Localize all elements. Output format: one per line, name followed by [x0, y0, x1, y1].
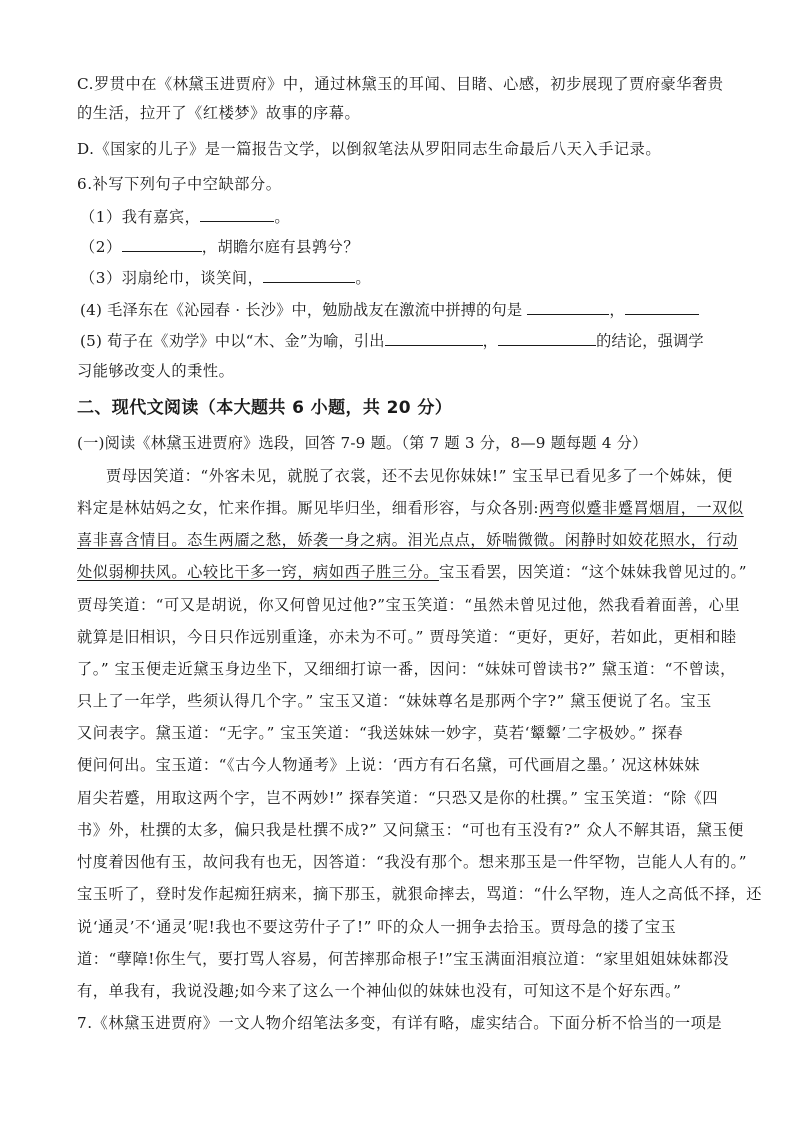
passage-line-11: 眉尖若蹙，用取这两个字，岂不两妙!” 探春笑道：“只恐又是你的杜撰。” 宝玉笑道：“除《四 — [77, 789, 719, 807]
passage-line-13: 忖度着因他有玉，故问我有也无，因答道：“我没有那个。想来那玉是一件罕物，岂能人人有的。” — [77, 853, 748, 871]
passage-line-12: 书》外，杜撰的太多，偏只我是杜撰不成?” 又问黛玉：“可也有玉没有?” 众人不解其语，黛玉便 — [77, 821, 744, 839]
question-7-stem: 7.《林黛玉进贾府》一文人物介绍笔法多变，有详有略，虚实结合。下面分析不恰当的一项是 — [77, 1014, 723, 1032]
item-5-suffix: 的结论，强调学 — [596, 332, 704, 350]
answer-blank-5a[interactable] — [385, 330, 483, 346]
item-1-prefix: （1）我有嘉宾， — [80, 208, 201, 226]
passage-line-8: 只上了一年学，些须认得几个字。” 宝玉又道：“妹妹尊名是那两个字?” 黛玉便说了名。宝玉 — [77, 692, 712, 710]
passage-line-9: 又问表字。黛玉道：“无字。” 宝玉笑道：“我送妹妹一妙字，莫若‘颦颦’二字极妙。” 探春 — [77, 724, 684, 742]
passage-line-7: 了。” 宝玉便走近黛玉身边坐下，又细细打谅一番，因问：“妹妹可曾读书?” 黛玉道：“不曾读， — [77, 660, 736, 678]
passage-line-14: 宝玉听了，登时发作起痴狂病来，摘下那玉，就狠命摔去，骂道：“什么罕物，连人之高低不择，还 — [77, 885, 763, 903]
question-6-item-5 — [80, 330, 704, 351]
answer-blank-1[interactable] — [200, 206, 274, 222]
item-4-prefix: (4) 毛泽东在《沁园春 · 长沙》中，勉励战友在激流中拼搏的句是 — [80, 301, 523, 319]
passage-line-5: 贾母笑道：“可又是胡说，你又何曾见过他?”宝玉笑道：“虽然未曾见过他，然我看着面善，心里 — [77, 596, 741, 614]
passage-line-6: 就算是旧相识，今日只作远别重逢，亦未为不可。” 贾母笑道：“更好，更好，若如此，更相和睦 — [77, 628, 737, 646]
item-2-suffix: ，胡瞻尔庭有县鹑兮？ — [201, 238, 360, 256]
answer-blank-3[interactable] — [263, 267, 355, 283]
passage-line-3: 喜非喜含情目。态生两靥之愁，娇袭一身之病。泪光点点，娇喘微微。闲静时如姣花照水，行动 — [77, 531, 738, 549]
passage-line-10: 便问何出。宝玉道：“《古今人物通考》上说：‘西方有石名黛，可代画眉之墨。’ 况这林妹妹 — [77, 756, 701, 774]
question-6-item-2 — [80, 236, 359, 257]
reading-instructions: (一)阅读《林黛玉进贾府》选段，回答 7-9 题。（第 7 题 3 分，8—9 题每题 4 分） — [77, 434, 648, 452]
answer-blank-5b[interactable] — [498, 330, 596, 346]
answer-blank-2[interactable] — [122, 236, 202, 252]
passage-line-1: 贾母因笑道：“外客未见，就脱了衣裳，还不去见你妹妹!” 宝玉早已看见多了一个姊妹，便 — [106, 467, 733, 485]
passage-line-17: 有，单我有，我说没趣;如今来了这么一个神仙似的妹妹也没有，可知这不是个好东西。” — [77, 982, 682, 1000]
option-c-line-1: C.罗贯中在《林黛玉进贾府》中，通过林黛玉的耳闻、目睹、心感，初步展现了贾府豪华奢贵 — [77, 75, 724, 93]
passage-line-4-underlined: 处似弱柳扶风。心较比干多一窍，病如西子胜三分。 — [77, 563, 439, 581]
item-5-prefix: (5) 荀子在《劝学》中以“木、金”为喻，引出 — [80, 332, 385, 350]
answer-blank-4b[interactable] — [625, 299, 699, 315]
option-d-line: D.《国家的儿子》是一篇报告文学，以倒叙笔法从罗阳同志生命最后八天入手记录。 — [77, 140, 662, 158]
answer-blank-4a[interactable] — [527, 299, 609, 315]
question-6-item-1 — [80, 206, 290, 227]
item-1-suffix: 。 — [274, 208, 291, 226]
passage-line-16: 道：“孽障!你生气，要打骂人容易，何苦摔那命根子!”宝玉满面泪痕泣道：“家里姐姐妹妹都没 — [77, 950, 730, 968]
item-3-suffix: 。 — [355, 269, 372, 287]
passage-line-2-plain: 料定是林姑妈之女，忙来作揖。厮见毕归坐，细看形容，与众各别: — [77, 499, 540, 517]
item-2-prefix: （2） — [80, 238, 122, 256]
item-3-prefix: （3）羽扇纶巾，谈笑间， — [80, 269, 264, 287]
item-4-separator: ， — [609, 301, 625, 319]
question-6-stem: 6.补写下列句子中空缺部分。 — [77, 175, 282, 193]
question-6-item-5-line-2: 习能够改变人的秉性。 — [77, 362, 235, 380]
passage-line-15: 说‘通灵’不‘通灵’呢!我也不要这劳什子了!” 吓的众人一拥争去拾玉。贾母急的搂了宝玉 — [77, 918, 677, 936]
item-5-separator: ， — [482, 332, 499, 350]
question-6-item-4 — [80, 299, 699, 320]
question-6-item-3 — [80, 267, 371, 288]
option-c-line-2: 的生活，拉开了《红楼梦》故事的序幕。 — [77, 104, 361, 122]
section-2-heading: 二、现代文阅读（本大题共 6 小题，共 20 分） — [77, 398, 453, 418]
passage-line-2-underlined: 两弯似蹙非蹙罥烟眉，一双似 — [539, 499, 744, 517]
passage-line-4-plain: 宝玉看罢，因笑道：“这个妹妹我曾见过的。” — [438, 563, 748, 581]
passage-line-4 — [77, 562, 747, 582]
passage-line-2 — [77, 498, 744, 518]
